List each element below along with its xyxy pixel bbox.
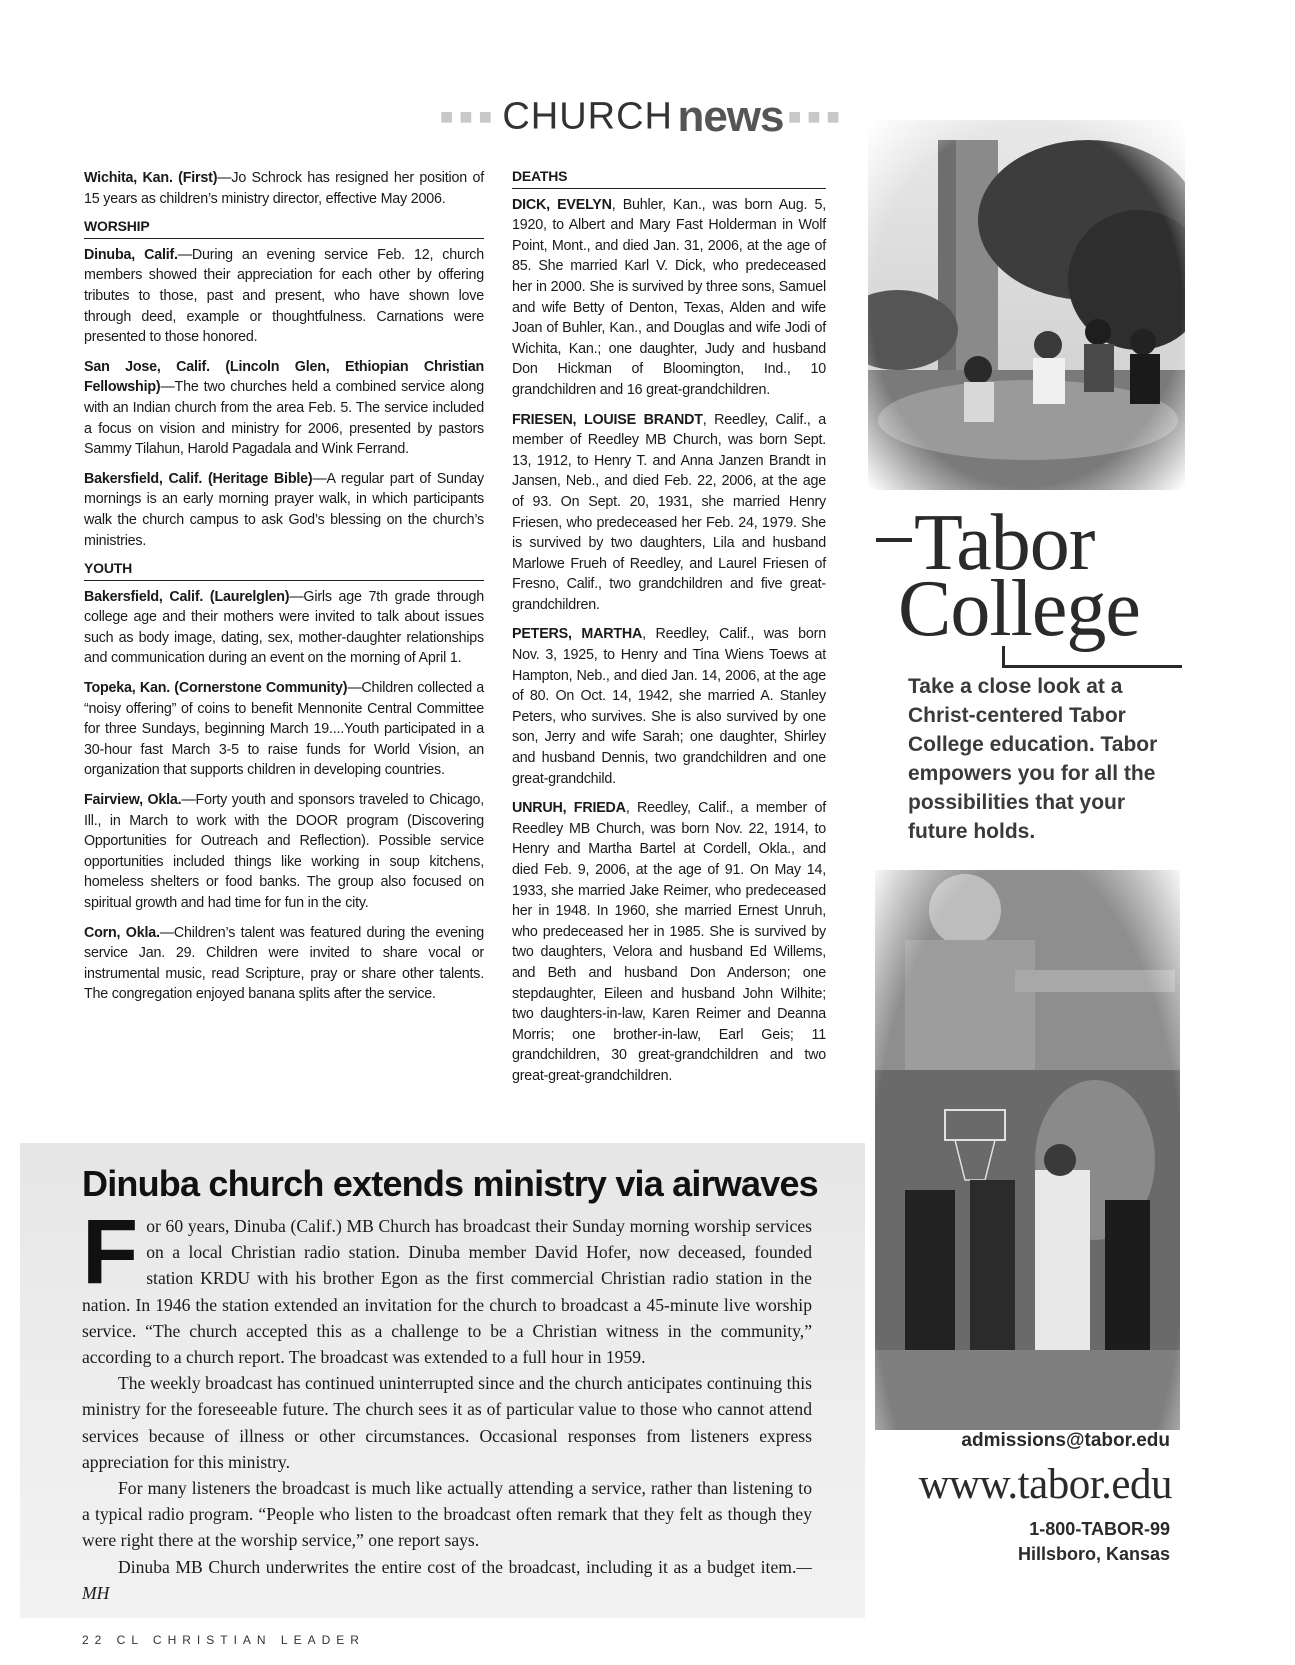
news-item-place: Corn, Okla. — [84, 924, 160, 941]
ad-tagline: Take a close look at a Christ-centered Tabor College education. Tabor empowers you for all the possibilities that your future holds. — [908, 675, 1158, 843]
news-item-place: Bakersfield, Calif. (Laurelglen) — [84, 588, 290, 605]
obituary-text: , Reedley, Calif., was born Nov. 3, 1925, to Henry and Tina Wiens Toews at Hampton, Neb., and died Jan. 14, 2006, at the age of 80. On Oct. 14, 1942, she married A. Stanley Peters, who survives. She is also survived by one son, Jerry and wife Sarah; one daughter, Shirley and husband Dennis, two grandchildren and one great-grandchild. — [512, 626, 826, 787]
news-item — [84, 469, 484, 551]
article-paragraph-text: For many listeners the broadcast is much like actually attending a service, rather than listening to a typical radio program. “People who listen to the broadcast often remark that they felt as though they were right there at the worship service,” one report says. — [82, 1478, 812, 1551]
logo-dash — [876, 538, 912, 542]
news-item-place: Topeka, Kan. (Cornerstone Community) — [84, 680, 348, 697]
news-item — [84, 678, 484, 781]
article-dropcap: F — [82, 1201, 139, 1303]
header-church: CHURCH — [502, 95, 673, 138]
news-item-text: —The two churches held a combined service along with an Indian church from the area Feb. 5. The service included a focus on vision and ministry for 2006, presented by pastors Sammy Tilahun, Harold Pagadala and Wink Ferrand. — [84, 379, 484, 458]
article-title: Dinuba church extends ministry via airwaves — [82, 1163, 818, 1204]
article-paragraph-text: The weekly broadcast has continued uninterrupted since and the church anticipates continuing this ministry for the foreseeable future. The church sees it as of particular value to those who cannot attend services because of illness or other circumstances. Occasional responses from listeners express appreciation for this ministry. — [82, 1373, 812, 1472]
news-item-place: Bakersfield, Calif. (Heritage Bible) — [84, 470, 313, 487]
section-header — [440, 92, 860, 144]
deaths-list — [512, 195, 826, 1087]
article-body — [82, 1201, 812, 1606]
logo-college: College — [898, 565, 1140, 653]
news-item-place: Wichita, Kan. (First) — [84, 170, 218, 186]
news-item — [84, 923, 484, 1005]
deaths-column — [512, 168, 826, 1096]
news-item-text: —A regular part of Sunday mornings is an early morning prayer walk, in which participants walk the church campus to ask God’s blessing on the church’s ministries. — [84, 470, 484, 549]
article-paragraph-text: Dinuba MB Church underwrites the entire cost of the broadcast, including it as a budget item. — [118, 1556, 797, 1577]
section-heading: YOUTH — [84, 558, 484, 581]
campus-students-photo — [868, 120, 1185, 490]
logo-tabor: Tabor — [914, 499, 1095, 587]
news-item — [84, 357, 484, 460]
article-paragraph-text: or 60 years, Dinuba (Calif.) MB Church has broadcast their Sunday morning worship services on a local Christian radio station. Dinuba member David Hofer, now deceased, founded station KRDU with his brother Egon as the first commercial Christian radio station in the nation. In 1946 the station extended an invitation for the church to broadcast a 45-minute live worship service. “The church accepted this as a challenge to be a Christian witness in the community,” according to a church report. The broadcast was extended to a full hour in 1959. — [82, 1216, 812, 1368]
ad-contact — [870, 1517, 1170, 1567]
obituary-name: FRIESEN, LOUISE BRANDT — [512, 411, 703, 428]
news-item-text: —Children collected a “noisy offering” of coins to benefit Mennonite Central Committee for three Sundays, beginning March 19....Youth participated in a 30-hour fast March 3-5 to raise funds for World Vision, an organization that supports children in developing countries. — [84, 680, 484, 779]
news-item-place: San Jose, Calif. (Lincoln Glen, Ethiopian Christian Fellowship) — [84, 358, 484, 396]
obituary-name: DICK, EVELYN — [512, 196, 612, 213]
logo-bracket — [1002, 646, 1182, 668]
church-news-column — [84, 168, 484, 1014]
obituary-entry — [512, 624, 826, 789]
section-heading: WORSHIP — [84, 216, 484, 239]
decorative-dots-right: ■■■ — [787, 104, 846, 129]
article-signature: —MH — [82, 1556, 812, 1603]
news-item-text: —Forty youth and sponsors traveled to Chicago, Ill., in March to work with the DOOR program (Discovering Opportunities for Outreach and Reflection). Possible service opportunities included things like working in soup kitchens, homeless shelters or food banks. The group also focused on spiritual growth and had time for fun in the city. — [84, 792, 484, 911]
header-news: news — [677, 92, 784, 141]
obituary-entry — [512, 798, 826, 1086]
news-item — [84, 790, 484, 914]
news-item-place: Dinuba, Calif. — [84, 246, 178, 263]
obituary-text: , Reedley, Calif., a member of Reedley MB Church, was born Nov. 22, 1914, to Henry and Martha Bartel at Cordell, Okla., and died Feb. 9, 2006, at the age of 91. On May 14, 1933, she married Jake Reimer, who predeceased her in 1948. In 1960, she married Ernest Unruh, who predeceased her in 1985. She is survived by two daughters, Velora and husband Ed Willems, and Beth and husband Don Anderson; one stepdaughter, Eileen and husband John Wilhite; two daughters-in-law, Karen Reimer and Deanna Morris; one brother-in-law, Earl Geis; 11 grandchildren, 30 great-grandchildren and two great-great-grandchildren. — [512, 800, 826, 1084]
obituary-text: , Reedley, Calif., a member of Reedley MB Church, was born Sept. 13, 1912, to Henry T. and Anna Janzen Brandt in Jansen, Neb., and died Feb. 22, 2006, at the age of 93. On Sept. 20, 1931, she married Henry Friesen, who predeceased her Feb. 24, 1979. She is survived by two daughters, Lila and husband Marlowe Frueh of Reedley, and Laurel Friesen of Fresno, Calif., two grandchildren and five great-grandchildren. — [512, 411, 826, 613]
obituary-name: PETERS, MARTHA — [512, 626, 643, 643]
ad-phone-number: 1-800-TABOR-99 — [1029, 1519, 1170, 1539]
news-item-text: —Children’s talent was featured during the evening service Jan. 29. Children were invited to share vocal or instrumental music, read Scripture, pray or share other talents. The congregation enjoyed banana splits after the service. — [84, 924, 484, 1003]
page-footer: 22 CL CHRISTIAN LEADER — [82, 1633, 365, 1647]
news-item — [84, 245, 484, 348]
article-paragraph — [82, 1554, 812, 1606]
news-item-text: —Girls age 7th grade through college age and their mothers were invited to talk about issues such as body image, dating, sex, mother-daughter relationships and communication during an event on the morning of April 1. — [84, 588, 484, 667]
news-item-text: —During an evening service Feb. 12, church members showed their appreciation for each other by offering tributes to those, past and present, who have shown love through deed, example or thoughtfulness. Carnations were presented to those honored. — [84, 246, 484, 346]
deaths-heading: DEATHS — [512, 166, 826, 189]
news-item-place: Fairview, Okla. — [84, 792, 182, 809]
ad-website: www.tabor.edu — [918, 1461, 1172, 1508]
obituary-name: UNRUH, FRIEDA — [512, 800, 626, 817]
obituary-text: , Buhler, Kan., was born Aug. 5, 1920, to Albert and Mary Fast Holderman in Wolf Point, Mont., and died Jan. 31, 2006, at the age of 85. She married Karl V. Dick, who predeceased her in 2000. She is survived by three sons, Samuel and wife Betty of Denton, Texas, Alden and wife Joan of Buhler, Kan., and Douglas and wife Jodi of Wichita, Kan.; one daughter, Judy and husband Don Hickman of Bloomington, Ind., 10 grandchildren and 16 great-grandchildren. — [512, 196, 826, 398]
news-item — [84, 168, 484, 209]
ad-email: admissions@tabor.edu — [961, 1430, 1170, 1451]
ad-location: Hillsboro, Kansas — [1017, 1544, 1170, 1564]
article-paragraph — [82, 1201, 812, 1370]
article-paragraphs — [82, 1201, 812, 1606]
obituary-entry — [512, 410, 826, 616]
obituary-entry — [512, 195, 826, 401]
article-paragraph — [82, 1475, 812, 1554]
decorative-dots-left: ■■■ — [440, 104, 498, 129]
news-item-text: —Jo Schrock has resigned her position of 15 years as children’s ministry director, effective May 2006. — [84, 170, 484, 207]
news-item — [84, 587, 484, 669]
article-paragraph — [82, 1370, 812, 1475]
